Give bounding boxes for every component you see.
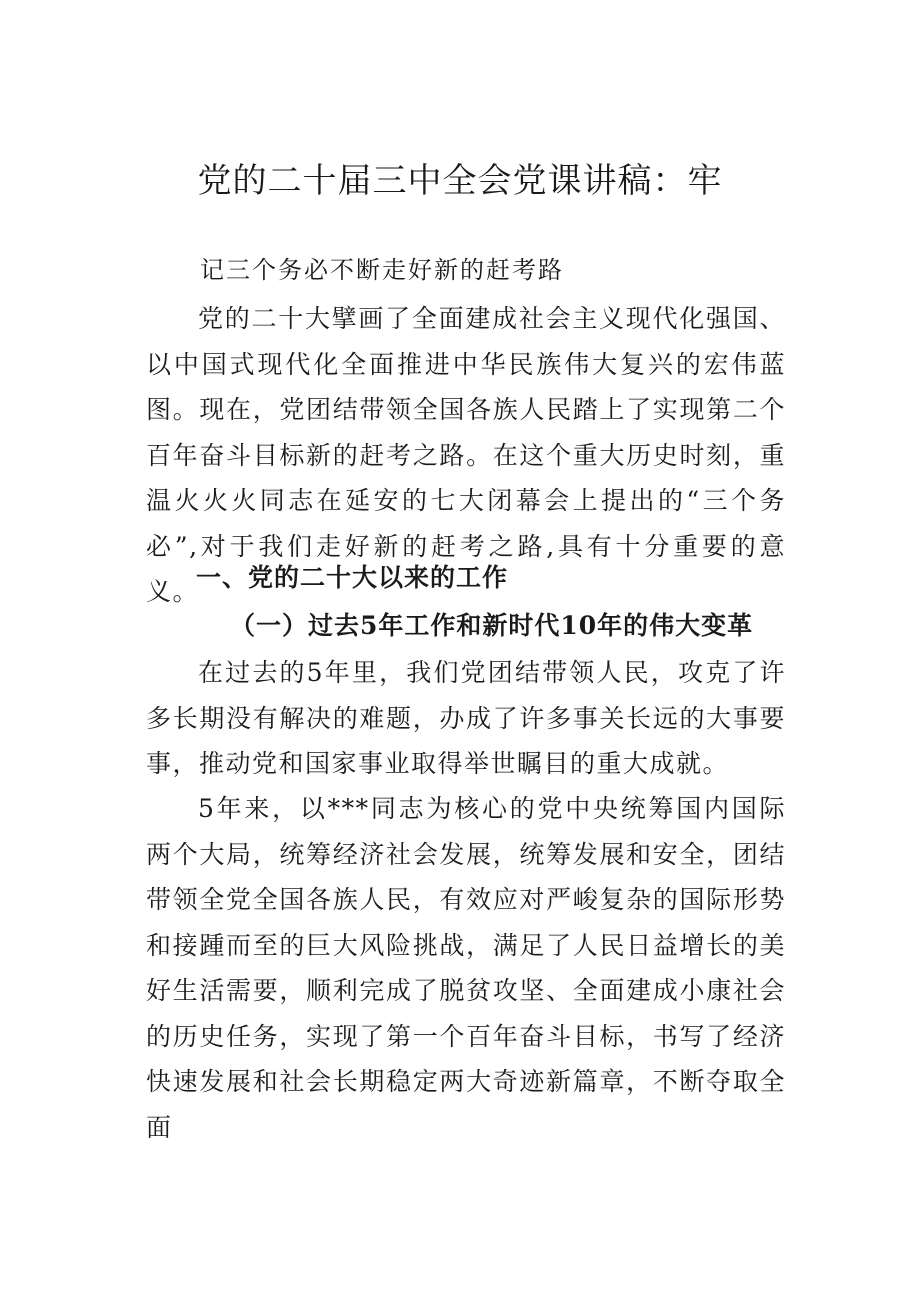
section-heading: 一、党的二十大以来的工作 — [196, 563, 509, 592]
document-title: 党的二十届三中全会党课讲稿：牢 — [197, 161, 723, 201]
document-subtitle: 记三个务必不断走好新的赶考路 — [200, 256, 564, 284]
body-paragraph-five-years: 5年来，以***同志为核心的党中央统筹国内国际两个大局，统筹经济社会发展，统筹发展和安全，团结带领全党全国各族人民，有效应对严峻复杂的国际形势和接踵而至的巨大风险挑战，满足了人民日益增长的美好生活需要，顺利完成了脱贫攻坚、全面建成小康社会的历史任务，实现了第一个百年奋斗目标，书写了经济快速发展和社会长期稳定两大奇迹新篇章，不断夺取全面 — [146, 794, 786, 1142]
subsection-heading: （一）过去5年工作和新时代10年的伟大变革 — [230, 611, 754, 640]
body-paragraph-achievements: 在过去的5年里，我们党团结带领人民，攻克了许多长期没有解决的难题，办成了许多事关长远的大事要事，推动党和国家事业取得举世瞩目的重大成就。 — [146, 658, 786, 778]
intro-paragraph: 党的二十大擘画了全面建成社会主义现代化强国、以中国式现代化全面推进中华民族伟大复兴的宏伟蓝图。现在，党团结带领全国各族人民踏上了实现第二个百年奋斗目标新的赶考之路。在这个重大历史时刻，重温火火火同志在延安的七大闭幕会上提出的“三个务必”,对于我们走好新的赶考之路,具有十分重要的意义。 — [146, 304, 786, 606]
